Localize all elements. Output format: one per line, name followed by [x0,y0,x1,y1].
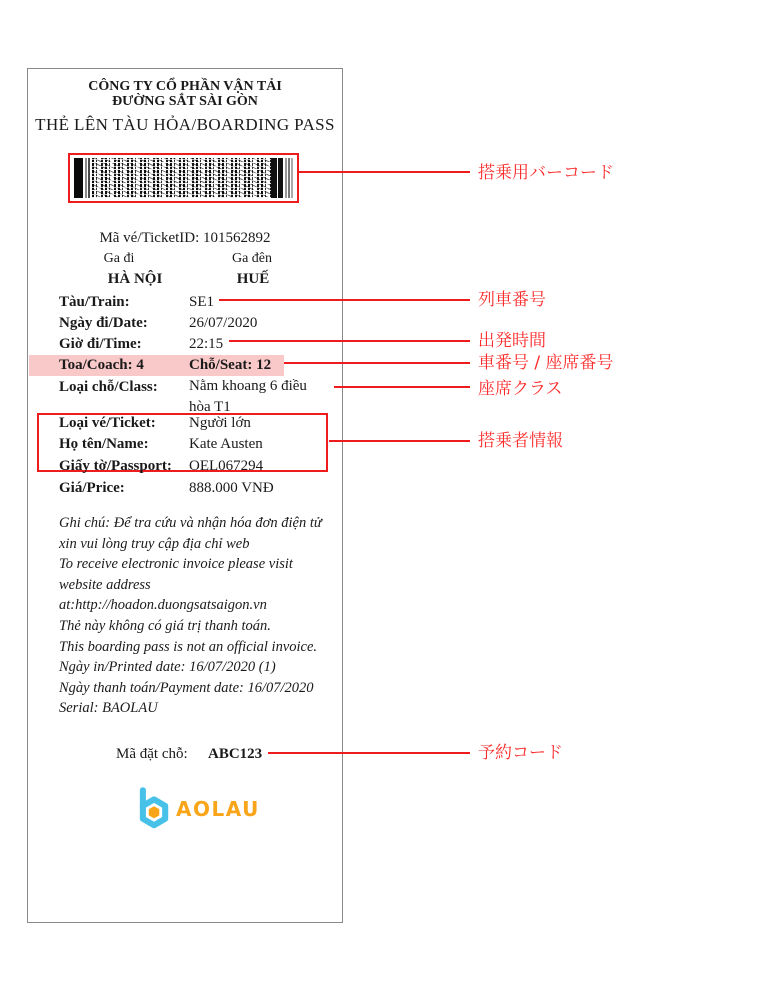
note-line: Ghi chú: Để tra cứu và nhận hóa đơn điện tử [59,515,322,531]
annotation-train-number: 列車番号 [478,290,546,310]
ticket-type-row [59,412,332,434]
note-line: Serial: BAOLAU [59,700,158,717]
train-value: SE1 [189,294,215,310]
price-value: 888.000 VNĐ [189,480,274,496]
class-label: Loại chỗ/Class: [59,379,158,395]
annotation-departure-time: 出発時間 [478,331,546,351]
callout-line-passenger [329,440,470,442]
company-name-line1: CÔNG TY CỔ PHẦN VẬN TẢI [88,79,282,94]
time-label: Giờ đi/Time: [59,336,142,352]
seat-label: Chỗ/Seat: 12 [189,357,272,373]
passenger-name-value: Kate Austen [189,436,263,452]
annotation-coach-seat: 車番号 / 座席番号 [478,353,614,373]
note-line: xin vui lòng truy cập địa chỉ web [59,535,250,552]
passenger-name-row [59,433,332,455]
date-label: Ngày đi/Date: [59,315,148,331]
price-row [59,477,332,499]
annotation-seat-class: 座席クラス [478,379,563,399]
logo-wordmark: AOLAU [176,797,260,821]
callout-line-train [219,299,470,301]
train-label: Tàu/Train: [59,294,130,310]
annotation-passenger-info: 搭乗者情報 [478,431,563,451]
passport-row [59,455,332,477]
callout-line-booking [268,752,470,754]
train-row [59,291,332,313]
callout-line-barcode [298,171,470,173]
passenger-name-label: Họ tên/Name: [59,436,149,452]
departure-station: HÀ NỘI [107,271,163,287]
ticket-id-value: 101562892 [203,230,271,246]
coach-seat-row [59,354,332,376]
class-value: Nằm khoang 6 điều hòa T1 [189,378,307,415]
callout-line-time [229,340,470,342]
note-line: Thẻ này không có giá trị thanh toán. [59,617,271,634]
arrival-station-label: Ga đên [231,251,273,266]
boarding-pass-title: THẺ LÊN TÀU HỎA/BOARDING PASS [35,115,335,134]
note-line: Ngày in/Printed date: 16/07/2020 (1) [59,659,276,676]
baolau-hexagon-b-icon [131,785,171,829]
company-name-line2: ĐƯỜNG SẮT SÀI GÒN [112,94,258,109]
ticket-type-value: Người lớn [189,415,251,431]
time-row [59,333,332,355]
callout-line-coach-seat [284,362,470,364]
ticket-type-label: Loại vé/Ticket: [59,415,156,431]
note-line: at:http://hoadon.duongsatsaigon.vn [59,597,267,614]
notes-block [59,513,322,719]
boarding-pass-ticket [27,68,343,923]
booking-code-label: Mã đặt chỗ: [116,746,188,762]
note-line: To receive electronic invoice please visit [59,556,293,573]
note-line: website address [59,576,151,593]
barcode-stop-guard [271,158,295,198]
passport-label: Giấy tờ/Passport: [59,458,172,474]
coach-label: Toa/Coach: 4 [59,357,144,373]
barcode-highlight-box [68,153,299,203]
passport-value: OEL067294 [189,458,264,474]
ticket-id-label: Mã vé/TicketID: [99,230,200,246]
annotation-barcode: 搭乗用バーコード [478,163,614,183]
callout-line-class [334,386,470,388]
note-line: This boarding pass is not an official invoice. [59,638,318,655]
annotation-booking-code: 予約コード [478,743,563,763]
time-value: 22:15 [189,336,224,352]
date-value: 26/07/2020 [189,315,258,331]
booking-code-value: ABC123 [208,746,263,762]
note-line: Ngày thanh toán/Payment date: 16/07/2020 [59,679,314,696]
baolau-logo [131,785,260,829]
price-label: Giá/Price: [59,480,125,496]
arrival-station: HUẾ [236,271,270,287]
barcode-start-guard [72,158,92,198]
pdf417-barcode-icon [92,158,271,198]
date-row [59,312,332,334]
ticket-id-row [28,230,342,247]
departure-station-label: Ga đi [103,251,135,266]
